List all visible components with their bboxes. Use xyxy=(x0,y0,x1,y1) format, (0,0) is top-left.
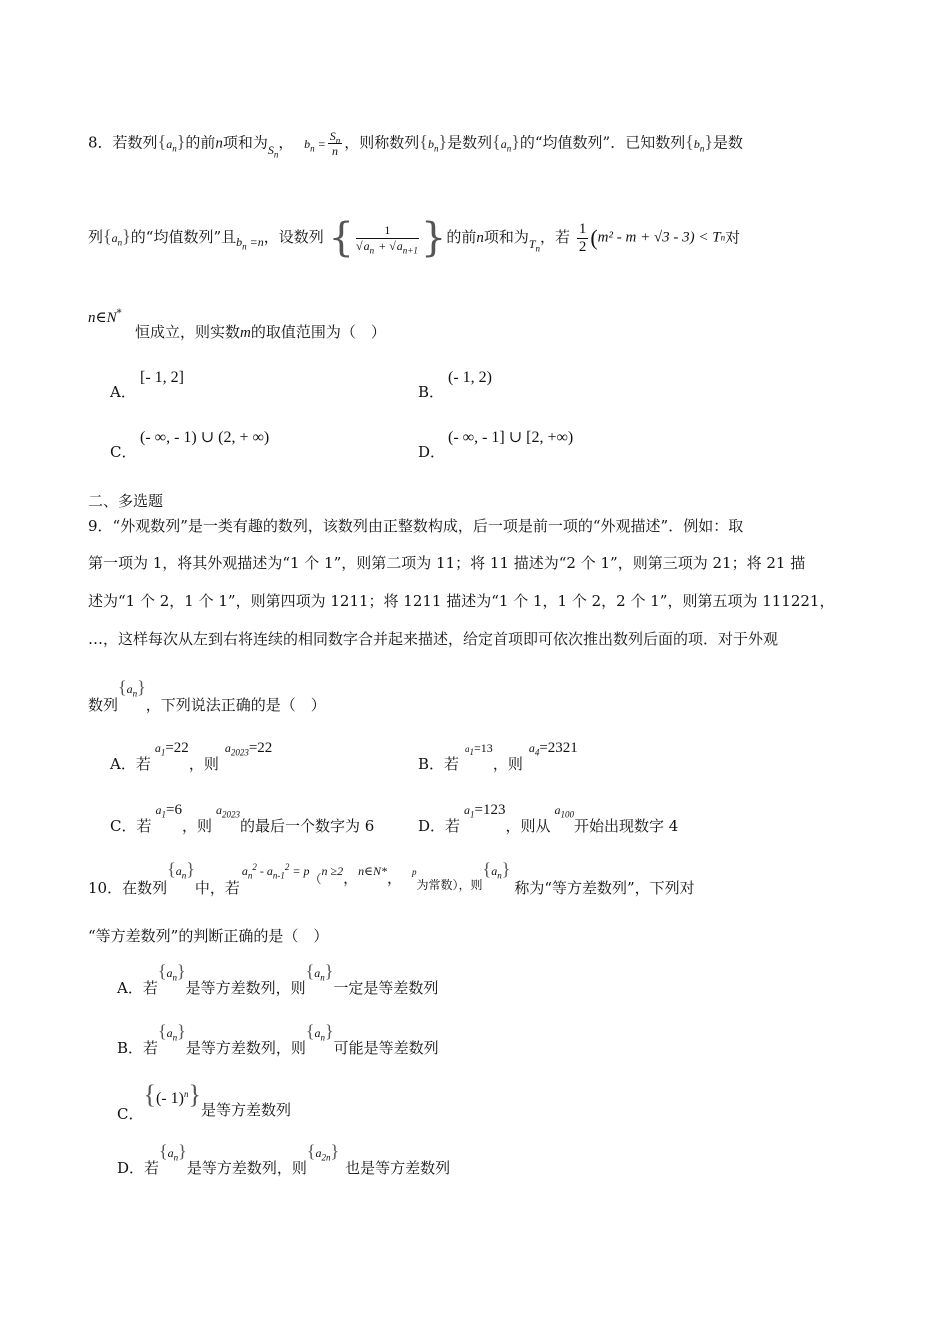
q10-option-b[interactable]: B．若$\{a_n\}$是等方差数列，则$\{a_n\}$可能是等差数列 xyxy=(117,1021,439,1057)
q8-var-n: n xyxy=(215,135,223,152)
option-label: A．若 xyxy=(110,755,151,773)
option-label: A．若 xyxy=(117,979,158,997)
q10-text: 为常数），则 xyxy=(416,878,483,892)
q10-option-c[interactable]: C．{(- 1)$^n$}是等方差数列 xyxy=(117,1080,291,1123)
q8-frac-num: S xyxy=(329,129,336,143)
q8-half-den: 2 xyxy=(578,238,587,255)
q9-text: ，则从 xyxy=(505,817,551,835)
q10-b-text: 是等方差数列，则 xyxy=(185,1039,306,1057)
q8-text: 是数列 xyxy=(447,133,493,152)
q9-line4: …，这样每次从左到右将连续的相同数字合并起来描述，给定首项即可依次推出数列后面的项．对于外观 xyxy=(88,630,779,648)
option-label: D． xyxy=(418,443,446,461)
option-label: B． xyxy=(418,383,445,401)
q8-text: ， xyxy=(278,133,294,152)
q8-text: ，设数列 xyxy=(263,228,324,246)
q8-text: 的前 xyxy=(446,228,477,246)
q9-option-a[interactable]: A．若$a_1=22$，则$a_{2023}=22$ xyxy=(110,740,273,773)
q8-text: 项和为 xyxy=(222,133,268,152)
q10-option-d[interactable]: D．若$\{a_n\}$是等方差数列，则$\{a_{2n}\}$也是等方差数列 xyxy=(117,1141,451,1177)
q9-b-result: =2321 xyxy=(539,740,578,756)
q8-line1: 8．若数列$\{a_n\}$的前n项和为$_{S_n}$， $b_n$ = $\frac{S_n}{n}$ ，则称数列$\{b_n\}$是数列$\{a_n\}$的“均值数列”．已知数列$\{b_n\}$是数 xyxy=(88,129,744,159)
q8-text: ，若 xyxy=(540,228,571,246)
q9-a-cond: =22 xyxy=(165,740,189,756)
q9-d-result: 开始出现数字 4 xyxy=(574,817,679,835)
q9-option-b[interactable]: B．若$a_1=13$，则$a_4=2321$ xyxy=(418,740,578,773)
q8-text: 列 xyxy=(88,228,104,246)
q9-line1: 9．“外观数列”是一类有趣的数列，该数列由正整数构成，后一项是前一项的“外观描述”．例如：取 xyxy=(88,517,744,535)
option-label: C．若 xyxy=(110,817,152,835)
q8-var-b: b xyxy=(304,136,311,151)
q8-sum-fraction: $\frac{1}{√a_n + √a_{n+1}}$ xyxy=(356,223,418,256)
q8-var-n: n xyxy=(476,230,484,246)
q8-inequality: m² - m + √3 - 3) < T xyxy=(597,229,721,246)
q8-option-b[interactable] xyxy=(418,385,444,400)
q8-half xyxy=(577,222,589,255)
q8-line2: 列$\{a_n\}$的“均值数列”且$_{b_n =n}$，设数列 { $\frac{1}{√a_n + √a_{n+1}}$ }的前n项和为$_{T_n}$，若 $\frac{1}{2}$ (m² - m + √3 - 3) < Tn对 xyxy=(88,215,741,261)
q8-half-num: 1 xyxy=(578,220,587,237)
q8-var-S: S xyxy=(267,142,274,157)
q10-text: ， xyxy=(387,869,403,887)
q8-option-a[interactable] xyxy=(110,385,136,400)
q9-d-cond: =123 xyxy=(474,802,506,818)
q10-n-ge-2: n ≥2 xyxy=(321,864,344,878)
q8-text: 的“均值数列”．已知数列 xyxy=(519,133,686,152)
q9-a-result: =22 xyxy=(248,740,273,756)
q10-var-p: p xyxy=(412,867,417,877)
q10-n-in-N: n∈N* xyxy=(358,864,388,878)
q10-line1: 10．在数列$\{a_n\}$中，若$a_n^2 - a_{n-1}^2 = p_(n \ge 2$，n∈N*， $p_{为常数),则}\{a_n\}$称为“等方差数列”，下列对 xyxy=(88,859,695,897)
q8-text: 的“均值数列”且 xyxy=(130,228,237,246)
option-label: C． xyxy=(110,443,137,461)
q8-text: 项和为 xyxy=(483,228,529,246)
q9-line3: 述为“1 个 2，1 个 1”，则第四项为 1211；将 1211 描述为“1 个 1，1 个 2，2 个 1”，则第五项为 111221， xyxy=(88,592,835,610)
q10-option-a[interactable]: A．若$\{a_n\}$是等方差数列，则$\{a_n\}$一定是等差数列 xyxy=(117,961,439,997)
q9-text: ，则 xyxy=(188,755,219,773)
q9-text: ，下列说法正确的是（ ） xyxy=(145,696,326,714)
q8-option-b-value: (- 1, 2) xyxy=(448,369,492,386)
q8-fraction: $\frac{S_n}{n}$ xyxy=(329,129,341,158)
q8-line3: n∈N* xyxy=(88,308,122,326)
q9-option-c[interactable]: C．若$a_1=6$，则$a_{2023}$的最后一个数字为 6 xyxy=(110,802,375,835)
q10-d-text: 也是等方差数列 xyxy=(345,1159,451,1177)
q8-bn-eq-n: =n xyxy=(249,235,264,249)
q10-c-text: 是等方差数列 xyxy=(200,1101,291,1119)
q10-c-expr: (- 1) xyxy=(155,1090,184,1107)
q10-text: 10．在数列 xyxy=(88,879,168,897)
q8-option-d-value: (- ∞, - 1] ∪ [2, +∞) xyxy=(448,429,574,446)
section-heading: 二、多选题 xyxy=(88,492,164,510)
q8-text: ，则称数列 xyxy=(344,133,420,152)
option-label: B．若 xyxy=(117,1039,159,1057)
q9-text: 数列 xyxy=(88,696,119,714)
q10-text: 称为“等方差数列”，下列对 xyxy=(514,879,695,897)
q9-text: ，则 xyxy=(492,755,523,773)
option-label: D．若 xyxy=(418,817,461,835)
option-label: B．若 xyxy=(418,755,460,773)
q10-a-text: 一定是等差数列 xyxy=(333,979,439,997)
q10-line2: “等方差数列”的判断正确的是（ ） xyxy=(88,927,329,945)
q8-text: 若数列 xyxy=(112,133,158,152)
option-label: D．若 xyxy=(117,1159,160,1177)
q8-option-c-value: (- ∞, - 1) ∪ (2, + ∞) xyxy=(140,429,270,446)
q8-option-a-value: [- 1, 2] xyxy=(140,369,184,386)
q8-text: 对 xyxy=(725,228,741,247)
q8-text: 恒成立，则实数 xyxy=(135,323,241,341)
q10-text: 中，若 xyxy=(194,879,240,897)
q9-line5: 数列$\{a_n\}$，下列说法正确的是（ ） xyxy=(88,677,326,714)
option-label: C． xyxy=(117,1105,144,1123)
q10-d-text: 是等方差数列，则 xyxy=(186,1159,307,1177)
q8-var-m: m xyxy=(240,325,251,341)
q8-sum-num: 1 xyxy=(356,224,419,239)
q8-text: 的取值范围为（ ） xyxy=(250,323,386,341)
q10-b-text: 可能是等差数列 xyxy=(333,1039,439,1057)
q9-line2: 第一项为 1，将其外观描述为“1 个 1”，则第二项为 11；将 11 描述为“2 个 1”，则第三项为 21；将 21 描 xyxy=(88,554,806,572)
q8-text: 是数 xyxy=(713,133,744,152)
q8-n-in-N: n∈N xyxy=(88,310,117,326)
q8-text: 的前 xyxy=(185,133,216,152)
q8-frac-den: n xyxy=(332,144,339,158)
q9-option-d[interactable]: D．若$a_1=123$，则从$a_{100}$开始出现数字 4 xyxy=(418,802,679,835)
q8-option-d[interactable] xyxy=(418,445,445,460)
q10-text: ， xyxy=(343,869,359,887)
option-label: A． xyxy=(110,383,136,401)
q8-number: 8． xyxy=(88,133,113,152)
q10-a-text: 是等方差数列，则 xyxy=(185,979,306,997)
q9-text: ，则 xyxy=(181,817,212,835)
q8-line3b xyxy=(135,325,386,341)
q10-text: （ xyxy=(309,872,322,886)
q9-c-result: 的最后一个数字为 6 xyxy=(239,817,375,835)
q9-c-cond: =6 xyxy=(165,802,182,818)
q8-option-c[interactable] xyxy=(110,445,136,460)
q9-b-cond: =13 xyxy=(474,741,493,755)
